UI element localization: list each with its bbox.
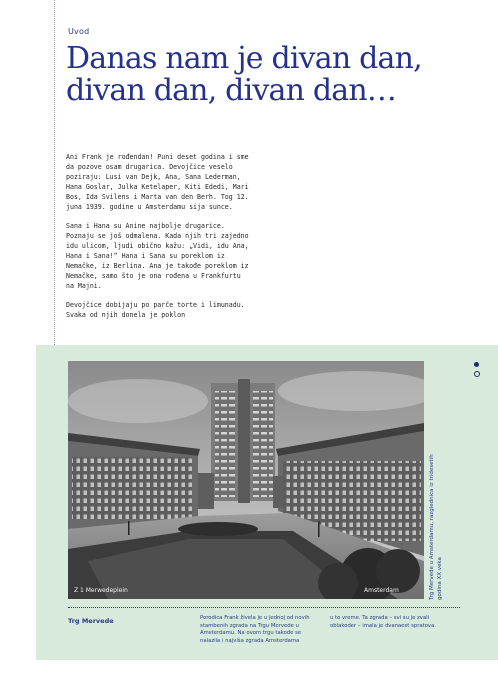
pager-dot-active[interactable] (474, 362, 479, 367)
historical-photo (68, 361, 424, 599)
page-headline: Danas nam je divan dan, divan dan, divan dan… (66, 41, 422, 108)
body-paragraph: Ani Frank je rođendan! Puni deset godina i sme da pozove osam drugarica. Devojčice veselo poziraju: Lusi van Dejk, Ana, Sana Lederman, Hana Goslar, Julka Ketelaper, Kiti Ededi, Mari Bos, Ida Svilens i Marta van den Berh. Tog 12. juna 1939. godine u Amsterdamu sija sunce. (66, 153, 249, 211)
body-text (66, 152, 251, 344)
caption-title: Trg Mervede (68, 617, 114, 625)
body-paragraph: Sana i Hana su Anine najbolje drugarice. Poznaju se još odmalena. Kada njih tri zajedno idu ulicom, ljudi obično kažu: „Vidi, idu Ana, Hana i Sana!“ Hana i Sana su poreklom iz Nemačke, iz Berlina. Ana je takođe poreklom iz Nemačke, samo što je ona rođena u Frankfurtu na Majni. (66, 222, 249, 290)
margin-dotted-rule (54, 0, 55, 345)
caption-divider (68, 607, 460, 608)
photo-vertical-caption (408, 450, 443, 600)
photo-label-right: Amsterdam (364, 587, 399, 594)
caption-column-2: u to vreme. Ta zgrada – svi su je zvali oblakoder – imala je dvanaest spratova. (330, 615, 436, 629)
pager-dot[interactable] (474, 371, 480, 377)
section-label: Uvod (68, 27, 90, 36)
caption-column-1: Porodica Frank živela je u jednoj od novih stambenih zgrada na Trgu Mervede u Amsterdamu. Na ovom trgu takođe se nalazila i najviša zgrada Amsterdama (200, 615, 310, 644)
vertical-caption-text: Trg Mervede u Amsterdamu, razglednica iz tridesetih godina XX veka (429, 454, 443, 600)
body-paragraph: Devojčice dobijaju po parče torte i limunadu. Svaka od njih donela je poklon (66, 301, 245, 319)
photo-label-left: Z 1 Merwedeplein (74, 587, 128, 594)
photo-illustration (68, 361, 424, 599)
